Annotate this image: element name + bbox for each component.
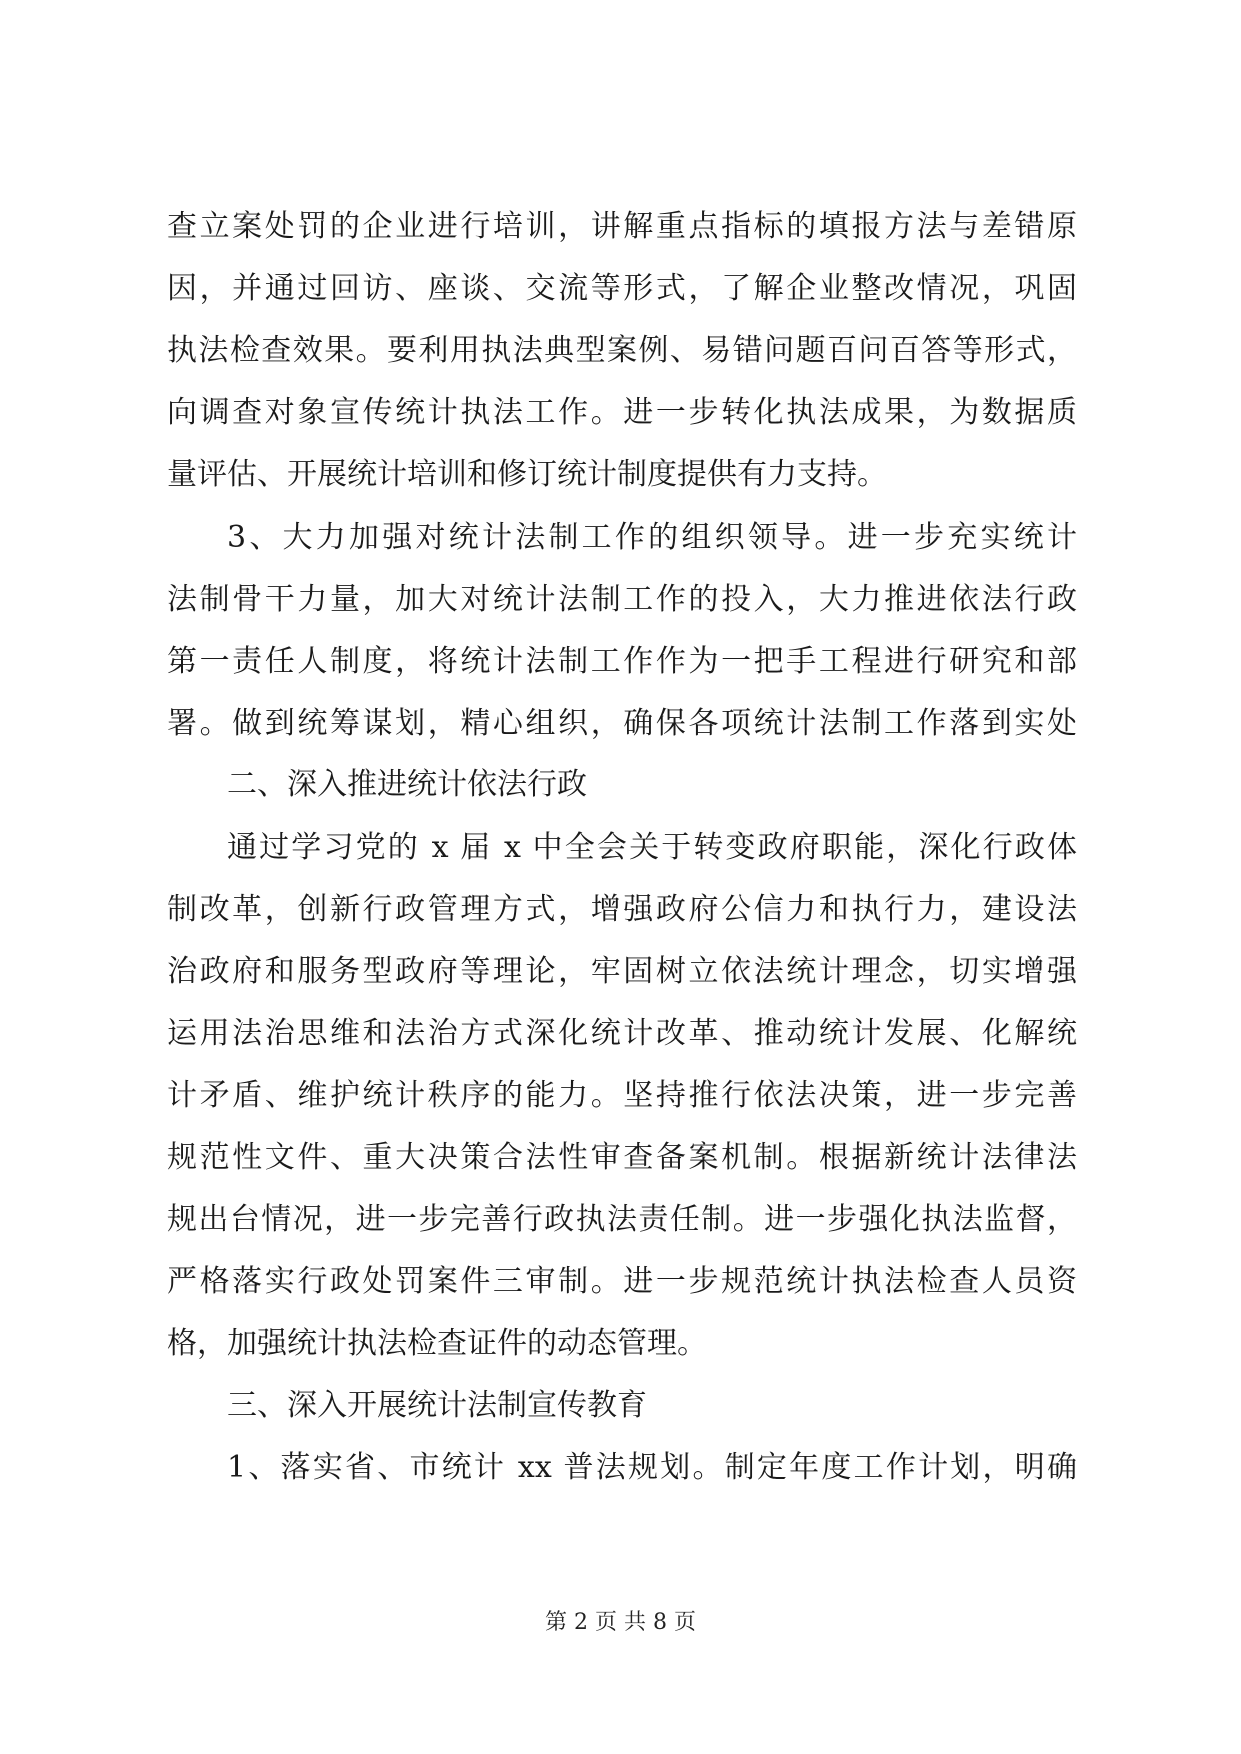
body-text-line: 规出台情况，进一步完善行政执法责任制。进一步强化执法监督，	[167, 1202, 1077, 1237]
page-footer: 第 2 页 共 8 页	[545, 1610, 696, 1635]
body-text-line: 量评估、开展统计培训和修订统计制度提供有力支持。	[167, 457, 887, 492]
paragraph-first-line: 1、落实省、市统计 xx 普法规划。制定年度工作计划，明确	[227, 1450, 1077, 1485]
body-text-line: 规范性文件、重大决策合法性审查备案机制。根据新统计法律法	[167, 1140, 1077, 1175]
body-text-line: 计矛盾、维护统计秩序的能力。坚持推行依法决策，进一步完善	[167, 1078, 1077, 1113]
body-text-line: 格，加强统计执法检查证件的动态管理。	[167, 1326, 707, 1361]
paragraph-3-first-line: 3、大力加强对统计法制工作的组织领导。进一步充实统计	[227, 520, 1077, 555]
paragraph-first-line: 通过学习党的 x 届 x 中全会关于转变政府职能，深化行政体	[227, 830, 1077, 865]
body-text-line: 制改革，创新行政管理方式，增强政府公信力和执行力，建设法	[167, 892, 1077, 927]
section-heading-3: 三、深入开展统计法制宣传教育	[227, 1388, 647, 1423]
body-text-line: 因，并通过回访、座谈、交流等形式，了解企业整改情况，巩固	[167, 271, 1077, 306]
body-text-line: 运用法治思维和法治方式深化统计改革、推动统计发展、化解统	[167, 1016, 1077, 1051]
body-text-line: 执法检查效果。要利用执法典型案例、易错问题百问百答等形式，	[167, 333, 1077, 368]
body-text-line: 署。做到统筹谋划，精心组织，确保各项统计法制工作落到实处	[167, 706, 1077, 741]
body-text-line: 治政府和服务型政府等理论，牢固树立依法统计理念，切实增强	[167, 954, 1077, 989]
body-text-line: 第一责任人制度，将统计法制工作作为一把手工程进行研究和部	[167, 644, 1077, 679]
section-heading-2: 二、深入推进统计依法行政	[227, 767, 587, 802]
body-text-line: 向调查对象宣传统计执法工作。进一步转化执法成果，为数据质	[167, 395, 1077, 430]
body-text-line: 法制骨干力量，加大对统计法制工作的投入，大力推进依法行政	[167, 582, 1077, 617]
body-text-line: 严格落实行政处罚案件三审制。进一步规范统计执法检查人员资	[167, 1264, 1077, 1299]
body-text-line: 查立案处罚的企业进行培训，讲解重点指标的填报方法与差错原	[167, 209, 1077, 244]
